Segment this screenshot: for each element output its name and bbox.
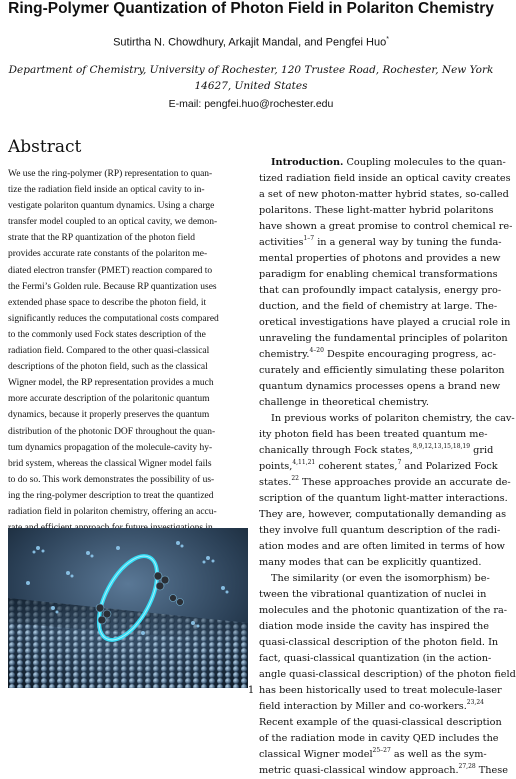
abstract-line: radiation field in polariton chemistry, offering an accu-: [8, 506, 217, 517]
page-number: 1: [247, 685, 255, 696]
abstract-line: tize the radiation field inside an optical cavity to in-: [8, 185, 205, 196]
abstract-line: more accurate description of the polaritonic quantum: [8, 394, 210, 405]
intro-line: paradigm for enabling chemical transformations: [259, 269, 498, 280]
abstract-line: ing the ring-polymer description to treat the quantized: [8, 490, 214, 501]
intro-line: mental properties of photons and provides a new: [259, 253, 501, 264]
intro-line: many modes that can be explicitly quantized.: [259, 557, 482, 568]
paper-title: Ring-Polymer Quantization of Photon Field in Polariton Chemistry: [8, 0, 494, 17]
intro-line: have shown a great promise to control chemical re-: [259, 221, 513, 232]
abstract-line: Wigner model, the RP representation provides a much: [8, 378, 214, 389]
intro-line: field interaction by Miller and co-workers.$^{23,24}$: [259, 698, 484, 712]
intro-line: tween the vibrational quantization of nuclei in: [259, 589, 487, 600]
corresponding-author-mark: *: [386, 36, 389, 43]
author-names: Sutirtha N. Chowdhury, Arkajit Mandal, and Pengfei Huo: [113, 36, 387, 49]
abstract-line: provides accurate rate constants of the polariton me-: [8, 249, 208, 260]
abstract-line: dynamics, because it properly preserves the quantum: [8, 410, 210, 421]
intro-line: chanically through Fock states,$^{8,9,12,13,15,18,19}$ grid: [259, 442, 494, 456]
intro-line: Recent example of the quasi-classical description: [259, 717, 502, 728]
affiliation-line: 14627, United States: [194, 80, 308, 92]
intro-line: In previous works of polariton chemistry, the cav-: [271, 413, 515, 424]
intro-lead: Introduction.: [271, 157, 344, 168]
intro-line: oretical investigations have played a crucial role in: [259, 317, 511, 328]
intro-line: activities$^{1-7}$ in a general way by tuning the funda-: [259, 234, 502, 248]
intro-line: scription of the quantum light-matter interactions.: [259, 493, 508, 504]
abstract-line: radiation field. Compared to the other quasi-classical: [8, 346, 210, 357]
intro-line: ity photon field has been treated quantum me-: [259, 429, 488, 440]
abstract-line: the Fermi’s Golden rule. Because RP quantization uses: [8, 281, 217, 292]
intro-line: duction, and the field of chemistry at large. The-: [259, 301, 498, 312]
intro-line: challenge in theoretical chemistry.: [259, 397, 429, 408]
abstract-line: to do so. This work demonstrates the possibility of us-: [8, 474, 215, 485]
intro-line: polaritons. These light-matter hybrid polaritons: [259, 205, 494, 216]
intro-line: quasi-classical description of the photon field. In: [259, 637, 499, 648]
abstract-line: significantly reduces the computational costs compared: [8, 313, 219, 324]
intro-line: chemistry.$^{4-20}$ Despite encouraging progress, ac-: [259, 346, 496, 360]
abstract-line: diated electron transfer (PMET) reaction compared to: [8, 265, 213, 276]
intro-line: states.$^{22}$ These approaches provide an accurate de-: [259, 474, 511, 488]
toc-figure: [8, 528, 248, 688]
abstract-line: distribution of the photonic DOF throughout the quan-: [8, 426, 216, 437]
intro-line: fact, quasi-classical quantization (in the action-: [259, 653, 492, 664]
intro-line: curately and efficiently simulating these polariton: [259, 365, 505, 376]
intro-line: points,$^{4,11,21}$ coherent states,$^7$ and Polarized Fock: [259, 458, 498, 472]
affiliation-line: Department of Chemistry, University of Rochester, 120 Trustee Road, Rochester, New York: [8, 64, 494, 76]
intro-line: They are, however, computationally demanding as: [259, 509, 507, 520]
abstract-line: strate that the RP quantization of the photon field: [8, 233, 195, 244]
intro-line: tized radiation field inside an optical cavity creates: [259, 173, 511, 184]
intro-line: Introduction. Coupling molecules to the quan-: [271, 157, 506, 168]
abstract-line: brid system, whereas the classical Wigner model fails: [8, 458, 212, 469]
intro-line: quantum dynamics processes opens a brand new: [259, 381, 501, 392]
affiliation: [0, 62, 502, 94]
contact-email: E-mail: pengfei.huo@rochester.edu: [168, 98, 334, 110]
intro-line: classical Wigner model$^{25-27}$ as well as the sym-: [259, 746, 487, 760]
intro-line: has been historically used to treat molecule-laser: [259, 685, 502, 696]
author-list: [0, 33, 502, 50]
intro-line: that can profoundly impact catalysis, energy pro-: [259, 285, 502, 296]
intro-line: ation modes and are often limited in terms of how: [259, 541, 505, 552]
intro-line: diation mode inside the cavity has inspired the: [259, 621, 490, 632]
abstract-line: to the commonly used Fock states description of the: [8, 329, 206, 340]
intro-line: molecules and the photonic quantization of the ra-: [259, 605, 508, 616]
intro-line: metric quasi-classical window approach.$^{27,28}$ These: [259, 762, 508, 776]
intro-line: unraveling the fundamental principles of polariton: [259, 333, 508, 344]
intro-line: angle quasi-classical description) of the photon field: [259, 669, 516, 680]
intro-line: of the radiation mode in cavity QED includes the: [259, 733, 499, 744]
abstract-line: We use the ring-polymer (RP) representation to quan-: [8, 169, 213, 179]
abstract-line: descriptions of the photon field, such as the classical: [8, 362, 208, 373]
intro-line: The similarity (or even the isomorphism) be-: [271, 573, 490, 584]
abstract-line: transfer model coupled to an optical cavity, we demon-: [8, 217, 218, 228]
intro-line: a set of new photon-matter hybrid states, so-called: [259, 189, 509, 200]
abstract-line: tum dynamics propagation of the molecule-cavity hy-: [8, 442, 213, 453]
intro-line: they involve full quantum description of the radi-: [259, 525, 501, 536]
abstract-line: vestigate polariton quantum dynamics. Using a charge: [8, 201, 215, 212]
abstract-line: extended phase space to describe the photon field, it: [8, 297, 207, 308]
abstract-text: [8, 166, 248, 552]
abstract-heading: Abstract: [8, 137, 82, 157]
